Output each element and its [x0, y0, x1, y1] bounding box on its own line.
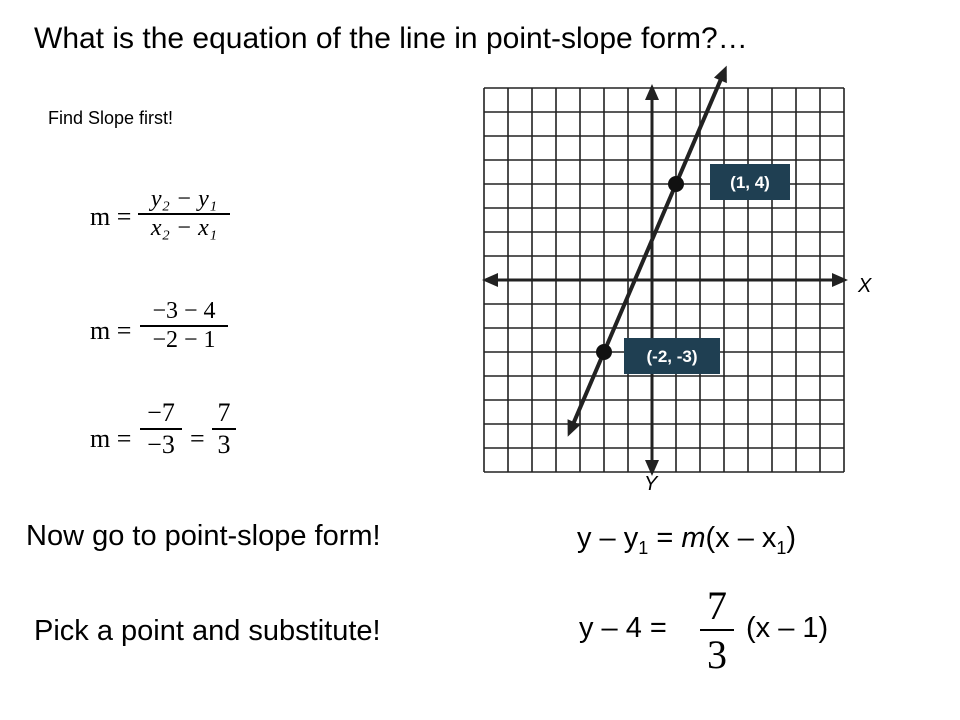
ps-close: ) — [786, 522, 797, 554]
step2-denominator-1: −3 — [147, 430, 175, 459]
sub-lhs: y – 4 = — [579, 612, 667, 644]
step2-fraction-2 — [212, 398, 236, 460]
page-title: What is the equation of the line in point-slope form?… — [34, 22, 748, 55]
ps-y: y – y — [577, 522, 639, 554]
step1-lhs: m = — [90, 316, 132, 345]
y-axis-arrow-top — [645, 84, 659, 100]
sub-numerator: 7 — [707, 583, 727, 628]
ps-m: m — [681, 522, 706, 554]
instruction-point-slope: Now go to point-slope form! — [26, 520, 381, 552]
sub-denominator: 3 — [707, 632, 727, 677]
step2-numerator-2: 7 — [217, 398, 231, 427]
step2-lhs: m = — [90, 424, 132, 453]
formula-fraction — [138, 186, 230, 242]
step2-numerator-1: −7 — [147, 398, 175, 427]
sub-rhs: (x – 1) — [746, 612, 829, 644]
point-b-label: (-2, -3) — [646, 347, 698, 366]
ps-y-subscript: 1 — [638, 537, 649, 558]
point-b — [596, 344, 612, 360]
step2-equals: = — [190, 424, 205, 453]
x-axis-label: X — [858, 275, 872, 297]
ps-equals: = — [648, 522, 682, 554]
point-a — [668, 176, 684, 192]
hint-text: Find Slope first! — [48, 108, 174, 128]
step1-fraction — [140, 298, 228, 354]
step1-numerator: −3 − 4 — [152, 298, 216, 324]
step1-denominator: −2 − 1 — [152, 327, 216, 353]
point-a-label: (1, 4) — [730, 173, 770, 192]
x-axis-arrow-right — [832, 273, 848, 287]
step2-fraction-1 — [140, 398, 182, 460]
graphed-line — [570, 71, 724, 431]
formula-lhs: m = — [90, 202, 132, 231]
step2-denominator-2: 3 — [217, 430, 231, 459]
coordinate-graph — [472, 72, 872, 495]
formula-numerator: y₂ − y₁ — [150, 186, 218, 212]
point-slope-formula — [577, 522, 796, 559]
sub-fraction — [700, 582, 734, 678]
ps-paren: (x – x — [705, 522, 777, 554]
formula-denominator: x₂ − x₁ — [150, 215, 218, 241]
instruction-substitute: Pick a point and substitute! — [34, 615, 381, 647]
ps-x-subscript: 1 — [776, 537, 787, 558]
y-axis-label: Y — [644, 473, 658, 495]
